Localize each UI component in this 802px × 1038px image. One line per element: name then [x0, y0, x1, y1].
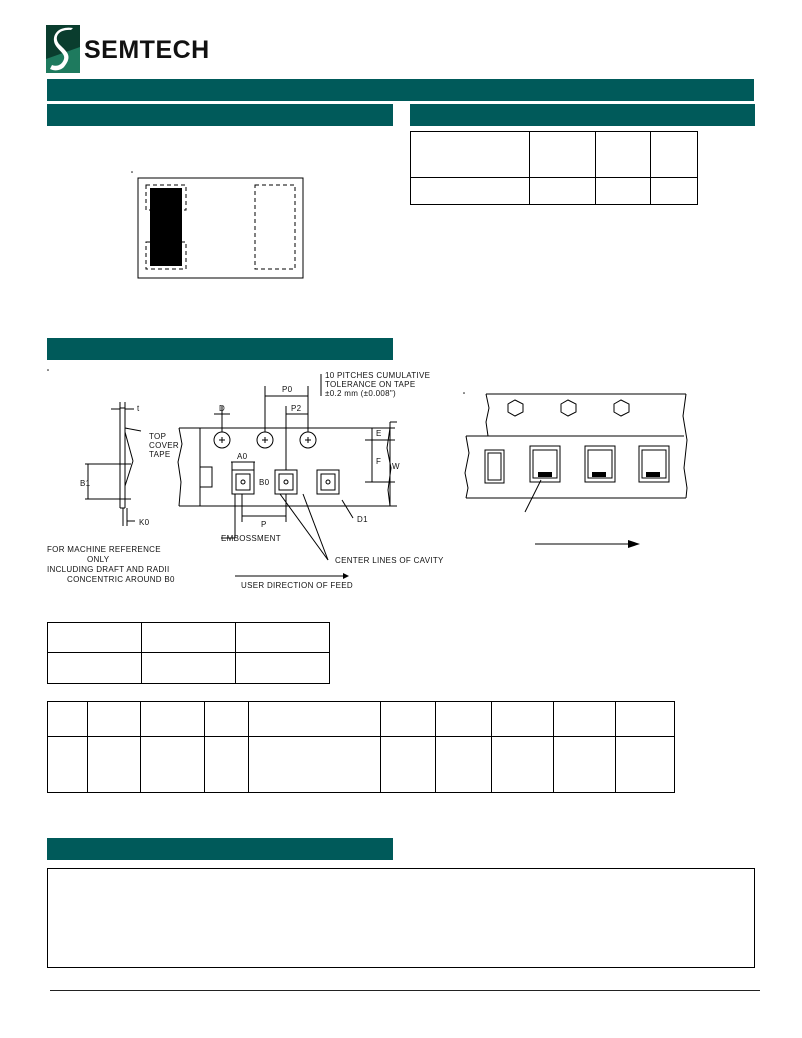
label-d1: D1 — [357, 515, 368, 524]
semtech-logo-icon — [46, 25, 80, 73]
label-p0: P0 — [282, 385, 293, 394]
package-marking-drawing — [128, 168, 308, 282]
label-k0: K0 — [139, 518, 150, 527]
label-top-1: TOP — [149, 432, 167, 441]
section-bar-land-pattern — [47, 104, 393, 126]
table-row — [411, 178, 698, 205]
section-bar-marking — [410, 104, 755, 126]
table-row — [48, 702, 675, 737]
label-top-2: COVER — [149, 441, 179, 450]
table-row — [411, 132, 698, 178]
table-row — [48, 653, 330, 684]
label-machine-1: FOR MACHINE REFERENCE — [47, 545, 161, 554]
tape-orientation-drawing — [460, 388, 700, 552]
footer-rule — [50, 990, 760, 991]
label-user-direction: USER DIRECTION OF FEED — [241, 581, 353, 590]
tape-dimensions-table — [47, 701, 675, 793]
label-p2: P2 — [291, 404, 302, 413]
reel-size-table — [47, 622, 330, 684]
marking-table — [410, 131, 698, 205]
label-pitch-3: ±0.2 mm (±0.008") — [325, 389, 396, 398]
label-a0: A0 — [237, 452, 248, 461]
label-pitch-2: TOLERANCE ON TAPE — [325, 380, 416, 389]
section-bar-contact — [47, 838, 393, 860]
section-bar-tape-reel — [47, 338, 393, 360]
label-pitch-1: 10 PITCHES CUMULATIVE — [325, 371, 431, 380]
brand-name: SEMTECH — [84, 36, 210, 64]
tape-dimension-drawing — [45, 366, 445, 596]
label-t: t — [137, 404, 140, 413]
label-w: W — [392, 462, 400, 471]
label-e: E — [376, 429, 382, 438]
label-machine-3: INCLUDING DRAFT AND RADII — [47, 565, 170, 574]
table-row — [48, 623, 330, 653]
label-machine-4: CONCENTRIC AROUND B0 — [67, 575, 175, 584]
label-embossment: EMBOSSMENT — [221, 534, 281, 543]
label-f: F — [376, 457, 382, 466]
label-machine-2: ONLY — [87, 555, 110, 564]
label-top-3: TAPE — [149, 450, 171, 459]
label-b0: B0 — [259, 478, 270, 487]
table-row — [48, 737, 675, 793]
contact-info-box — [47, 868, 755, 968]
page-header-bar — [47, 79, 754, 101]
label-center-lines: CENTER LINES OF CAVITY — [335, 556, 444, 565]
label-d: D — [219, 404, 226, 413]
label-p: P — [261, 520, 267, 529]
label-b1: B1 — [80, 479, 91, 488]
